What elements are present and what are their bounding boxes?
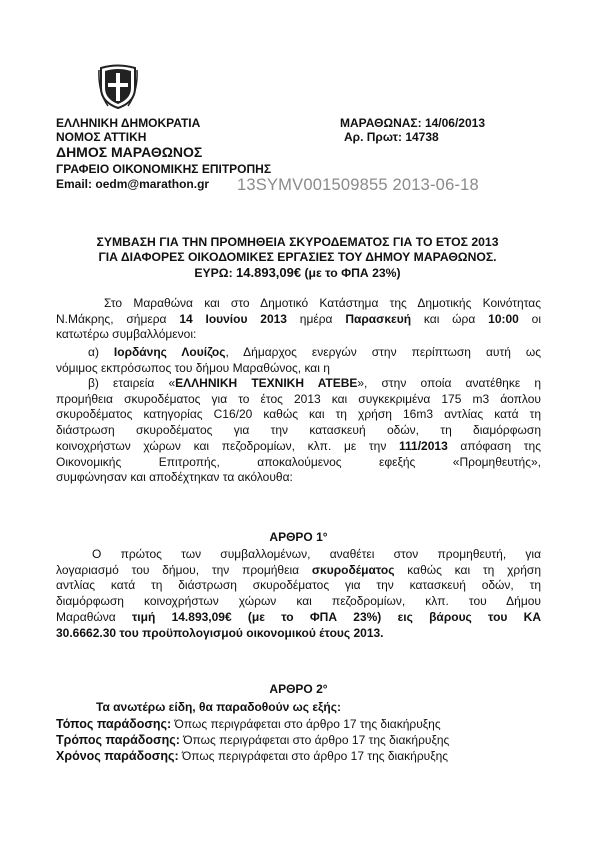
delivery-term-row: Τόπος παράδοσης: Όπως περιγράφεται στο άρθρο 17 της διακήρυξης xyxy=(56,717,441,731)
delivery-term-row: Χρόνος παράδοσης: Όπως περιγράφεται στο άρθρο 17 της διακήρυξης xyxy=(56,749,449,763)
issuer-prefecture: ΝΟΜΟΣ ΑΤΤΙΚΗ xyxy=(56,130,147,144)
title-amount: 14.893,09€ xyxy=(236,265,302,280)
article-1-heading: ΑΡΘΡΟ 1° xyxy=(269,530,328,544)
party-a: α) Ιορδάνης Λουίζος, Δήμαρχος ενεργών στην περίπτωση αυτή ως νόμιμος εκπρόσωπος του δήμου Μαραθώνος, και η xyxy=(56,345,541,375)
delivery-term-row: Τρόπος παράδοσης: Όπως περιγράφεται στο άρθρο 17 της διακήρυξης xyxy=(56,733,450,747)
issuer-country: ΕΛΛΗΝΙΚΗ ΔΗΜΟΚΡΑΤΙΑ xyxy=(56,116,201,130)
article-1-price: τιμή 14.893,09€ (με το ΦΠΑ 23%) εις βάρους του ΚΑ xyxy=(131,609,541,624)
title-line-2: ΓΙΑ ΔΙΑΦΟΡΕΣ ΟΙΚΟΔΟΜΙΚΕΣ ΕΡΓΑΣΙΕΣ ΤΟΥ ΔΗΜΟΥ ΜΑΡΑΘΩΝΟΣ. xyxy=(98,250,497,264)
title-amount-line: ΕΥΡΩ: 14.893,09€ (με το ΦΠΑ 23%) xyxy=(194,265,401,280)
supplier-name: ΕΛΛΗΝΙΚΗ ΤΕΧΝΙΚΗ ΑΤΕΒΕ xyxy=(175,376,358,390)
contract-title xyxy=(40,235,555,281)
article-1-budget-code: 30.6662.30 του προϋπολογισμού οικονομικού έτους 2013. xyxy=(56,625,384,640)
article-2-heading: ΑΡΘΡΟ 2° xyxy=(269,682,328,696)
document-id-stamp: 13SYMV001509855 2013-06-18 xyxy=(237,176,479,194)
issuer-municipality: ΔΗΜΟΣ ΜΑΡΑΘΩΝΟΣ xyxy=(56,144,203,160)
email-address: oedm@marathon.gr xyxy=(95,177,210,191)
decision-number: 111/2013 xyxy=(399,438,448,453)
article-2-intro: Τα ανωτέρω είδη, θα παραδοθούν ως εξής: xyxy=(96,700,341,714)
place-date: ΜΑΡΑΘΩΝΑΣ: 14/06/2013 xyxy=(340,116,485,130)
intro-paragraph: Στο Μαραθώνα και στο Δημοτικό Κατάστημα της Δημοτικής Κοινότητας Ν.Μάκρης, σήμερα 14 Ιουνίου 2013 ημέρα Παρασκευή και ώρα 10:00 οι κατωτέρω συμβαλλόμενοι: xyxy=(56,296,542,342)
article-1-body: Ο πρώτος των συμβαλλομένων, αναθέτει στον προμηθευτή, για λογαριασμό του δήμου, την προμήθεια σκυροδέματος καθώς και τη χρήση αντλίας κατά τη διάστρωση σκυροδέματος για την κατασκευή οδών, τη διαμόρφωση κοινοχρήστων χώρων και πεζοδρομίων, κλπ. του Δήμου Μαραθώνα τιμή 14.893,09€ (με το ΦΠΑ 23%) εις βάρους του ΚΑ 30.6662.30 του προϋπολογισμού οικονομικού έτους 2013. xyxy=(56,547,541,640)
date-block xyxy=(340,116,485,144)
delivery-terms xyxy=(56,716,556,764)
coat-of-arms-icon xyxy=(98,62,138,110)
protocol-number: Αρ. Πρωτ: 14738 xyxy=(344,130,439,144)
issuer-office: ΓΡΑΦΕΙΟ ΟΙΚΟΝΟΜΙΚΗΣ ΕΠΙΤΡΟΠΗΣ xyxy=(56,162,272,176)
email-label: Email: xyxy=(56,177,96,191)
title-line-1: ΣΥΜΒΑΣΗ ΓΙΑ ΤΗΝ ΠΡΟΜΗΘΕΙΑ ΣΚΥΡΟΔΕΜΑΤΟΣ ΓΙΑ ΤΟ ΕΤΟΣ 2013 xyxy=(96,235,499,249)
party-b: β) εταιρεία «ΕΛΛΗΝΙΚΗ ΤΕΧΝΙΚΗ ΑΤΕΒΕ», στην οποία ανατέθηκε η προμήθεια σκυροδέματος για το έτος 2013 και συγκεκριμένα 175 m3 άοπλου σκυροδέματος κατηγορίας C16/20 καθώς και τη χρήση 16m3 αντλίας κατά τη διάστρωση σκυροδέματος για την κατασκευή οδών, τη διαμόρφωση κοινοχρήστων χώρων και πεζοδρομίων, κλπ. με την 111/2013 απόφαση της Οικονομικής Επιτροπής, αποκαλούμενος εφεξής «Προμηθευτής», συμφώνησαν και αποδέχτηκαν τα ακόλουθα: xyxy=(56,376,542,485)
mayor-name: Ιορδάνης Λουίζος xyxy=(113,345,226,359)
